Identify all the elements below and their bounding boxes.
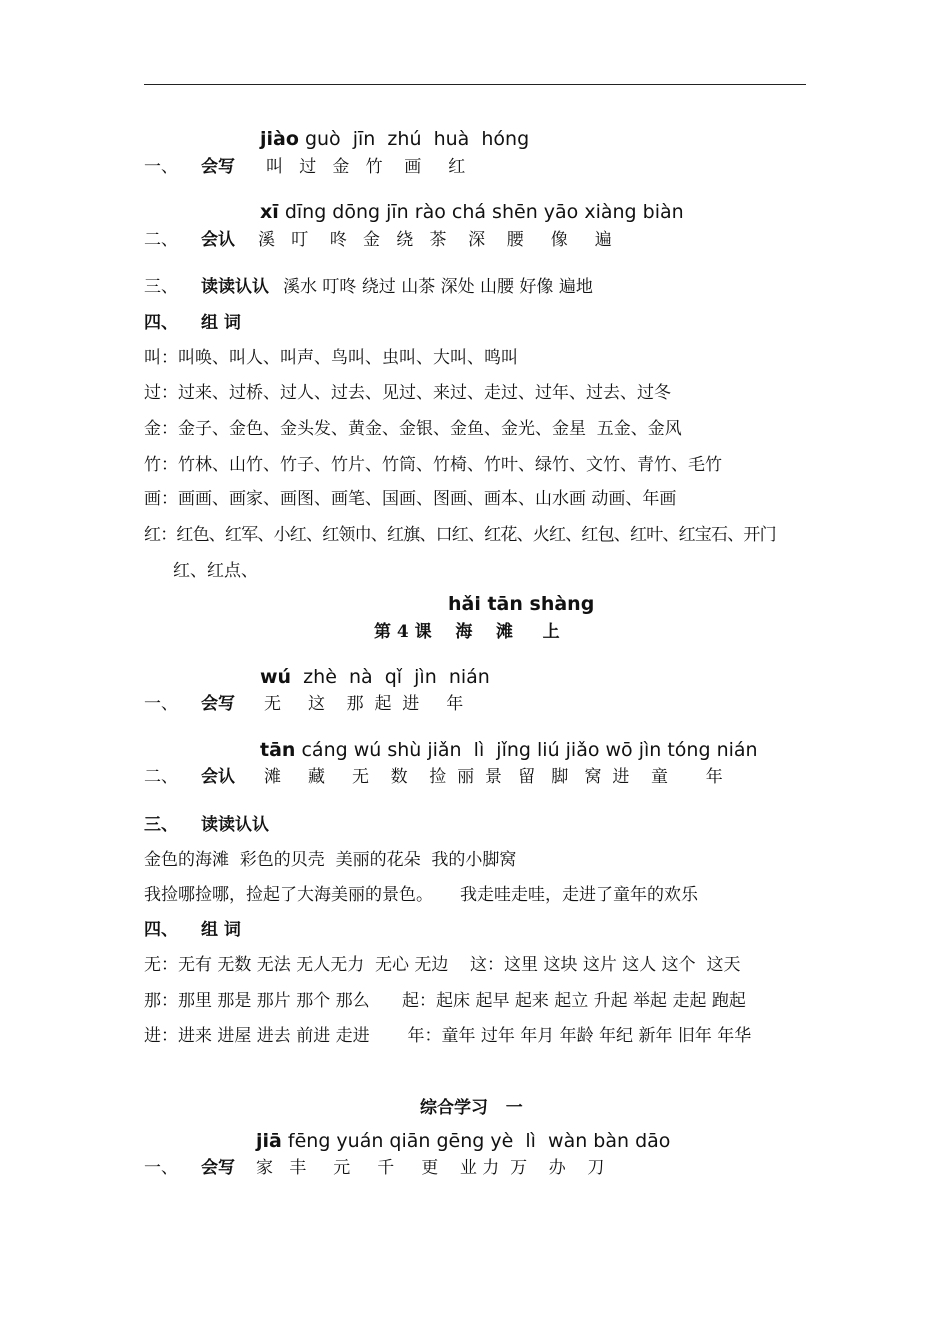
- char-row: 家 丰 元 千 更 业 力 万 办 刀: [256, 1158, 605, 1178]
- section-number: 一、: [144, 157, 178, 177]
- section-number: 二、: [144, 767, 178, 787]
- reading-line: 我捡哪捡哪，捡起了大海美丽的景色。 我走哇走哇，走进了童年的欢乐: [144, 885, 699, 905]
- section-number: 四、: [144, 313, 178, 333]
- word-line: 竹：竹林、山竹、竹子、竹片、竹筒、竹椅、竹叶、绿竹、文竹、青竹、毛竹: [144, 455, 722, 475]
- word-line: 那：那里 那是 那片 那个 那么 起：起床 起早 起来 起立 升起 举起 走起 跑起: [144, 991, 746, 1011]
- word-line: 叫：叫唤、叫人、叫声、鸟叫、虫叫、大叫、鸣叫: [144, 348, 518, 368]
- section-label: 会认: [201, 230, 235, 250]
- lesson-title: 第 4 课 海 滩 上: [374, 622, 560, 642]
- word-line: 金：金子、金色、金头发、黄金、金银、金鱼、金光、金星 五金、金风: [144, 419, 682, 439]
- section-number: 四、: [144, 920, 178, 940]
- header-rule: [144, 84, 806, 85]
- reading-line: 金色的海滩 彩色的贝壳 美丽的花朵 我的小脚窝: [144, 850, 517, 870]
- section-number: 一、: [144, 694, 178, 714]
- section-label: 组 词: [201, 313, 241, 333]
- char-row: 溪 叮 咚 金 绕 茶 深 腰 像 遍: [258, 230, 612, 250]
- section-label: 会写: [201, 1158, 235, 1178]
- section-number: 三、: [144, 815, 178, 835]
- word-line: 画：画画、画家、画图、画笔、国画、图画、画本、山水画 动画、年画: [144, 489, 677, 509]
- pinyin-row: jiā fēng yuán qiān gēng yè lì wàn bàn dāo: [256, 1130, 671, 1152]
- char-row: 叫 过 金 竹 画 红: [266, 157, 466, 177]
- pinyin-row: jiào guò jīn zhú huà hóng: [260, 128, 530, 150]
- pinyin-row: wú zhè nà qǐ jìn nián: [260, 666, 490, 688]
- section-label: 会写: [201, 157, 235, 177]
- section-label: 读读认认: [201, 277, 269, 297]
- lesson-title-pinyin: hǎi tān shàng: [448, 593, 595, 615]
- char-row: 滩 藏 无 数 捡 丽 景 留 脚 窝 进 童 年: [264, 767, 723, 787]
- word-line: 过：过来、过桥、过人、过去、见过、来过、走过、过年、过去、过冬: [144, 383, 671, 403]
- review-title: 综合学习 一: [420, 1098, 523, 1118]
- section-number: 二、: [144, 230, 178, 250]
- word-line: 进：进来 进屋 进去 前进 走进 年：童年 过年 年月 年龄 年纪 新年 旧年 年华: [144, 1026, 752, 1046]
- reading-text: 溪水 叮咚 绕过 山茶 深处 山腰 好像 遍地: [283, 277, 593, 297]
- word-line: 红、红点、: [173, 561, 258, 581]
- section-label: 会写: [201, 694, 235, 714]
- word-line: 红：红色、红军、小红、红领巾、红旗、口红、红花、火红、红包、红叶、红宝石、开门: [144, 525, 776, 545]
- section-label: 组 词: [201, 920, 241, 940]
- char-row: 无 这 那 起 进 年: [264, 694, 464, 714]
- pinyin-row: xī dīng dōng jīn rào chá shēn yāo xiàng biàn: [260, 201, 684, 223]
- section-label: 会认: [201, 767, 235, 787]
- section-number: 三、: [144, 277, 178, 297]
- section-number: 一、: [144, 1158, 178, 1178]
- word-line: 无：无有 无数 无法 无人无力 无心 无边 这：这里 这块 这片 这人 这个 这天: [144, 955, 741, 975]
- pinyin-row: tān cáng wú shù jiǎn lì jǐng liú jiǎo wō jìn tóng nián: [260, 739, 758, 761]
- section-label: 读读认认: [201, 815, 269, 835]
